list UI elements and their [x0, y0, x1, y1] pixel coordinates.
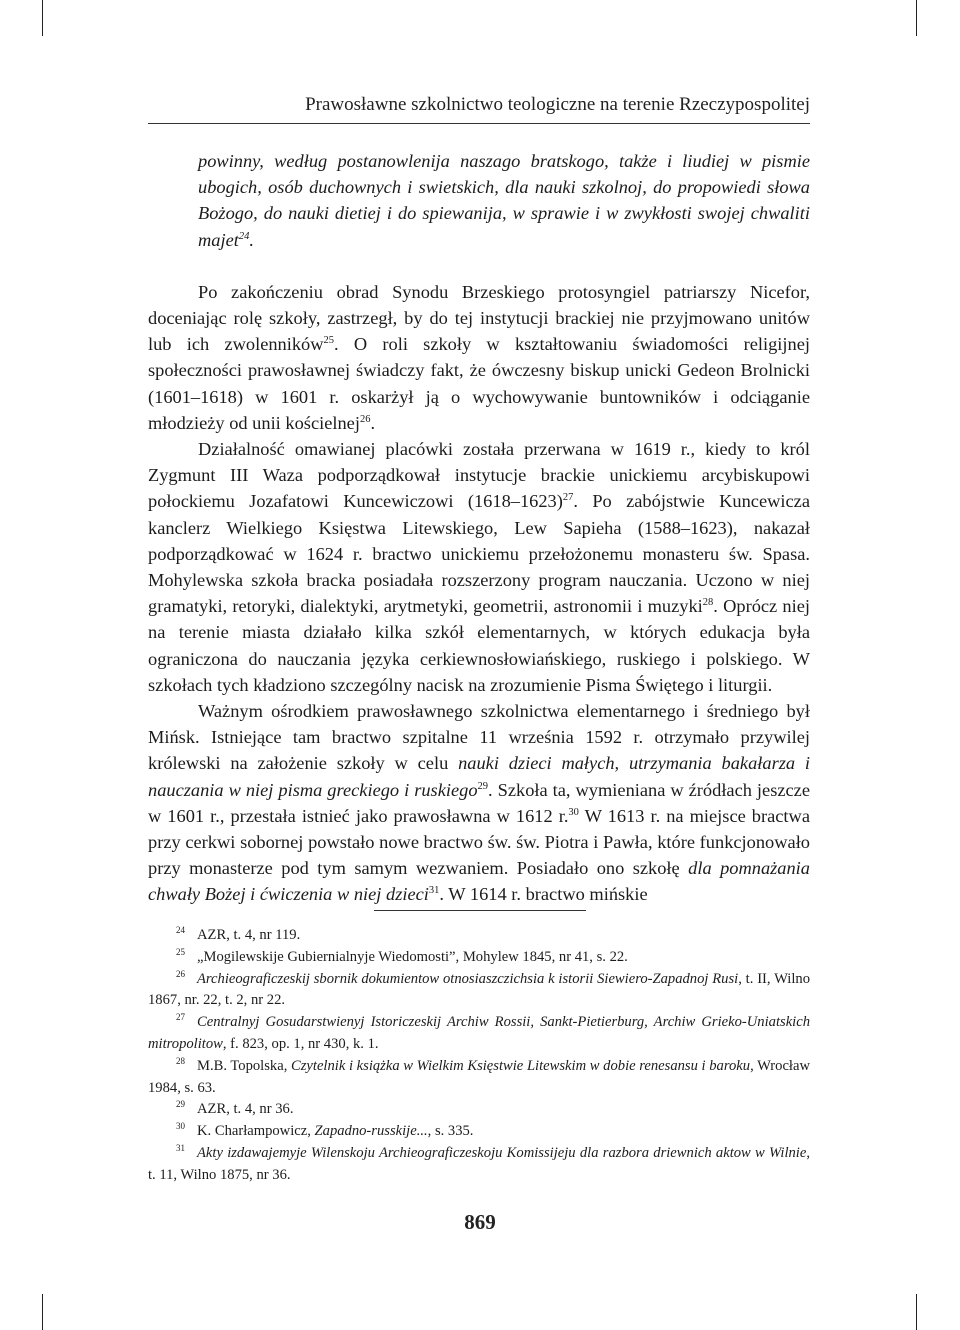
paragraph-2 — [148, 436, 810, 698]
footnote-31 — [148, 1143, 810, 1187]
paragraph-1 — [148, 279, 810, 436]
block-quote — [148, 148, 810, 253]
footnote-text: AZR, t. 4, nr 119. — [197, 927, 301, 943]
text-run: . W 1614 r. bractwo mińskie — [439, 884, 648, 905]
crop-mark-top-left — [42, 0, 43, 36]
footnote-text: , Wrocław 1984, s. 63. — [148, 1057, 810, 1096]
footnote-title: Centralnyj Gosudarstwienyj Istoriczeskij Archiw Rossii, Sankt-Pietierburg, Archiw Grieko-Uniatskich mitropolitow — [148, 1014, 810, 1052]
footnotes — [148, 925, 810, 1187]
footnote-ref[interactable]: 24 — [238, 230, 250, 242]
footnote-text: , s. 335. — [427, 1123, 474, 1140]
footnote-text: „Mogilewskije Gubiernialnyje Wiedomosti”, Mohylew 1845, nr 41, s. 22. — [197, 948, 628, 965]
italic-quote: nauki dzieci małych, utrzymania bakałarza i nauczania w niej pisma greckiego i ruskiego — [148, 753, 810, 800]
footnote-separator — [374, 910, 586, 911]
italic-quote: dla pomnażania chwały Bożej i ćwiczenia w niej dzieci — [148, 858, 810, 905]
footnote-ref[interactable]: 30 — [568, 806, 579, 818]
footnote-ref[interactable]: 29 — [477, 780, 489, 792]
text-run: . — [370, 412, 376, 433]
footnote-number: 25 — [176, 946, 185, 957]
footnote-number: 30 — [176, 1121, 185, 1132]
footnote-ref[interactable]: 31 — [428, 885, 440, 897]
footnote-ref[interactable]: 26 — [359, 413, 371, 425]
footnote-author: M.B. Topolska, — [197, 1057, 291, 1074]
footnote-number: 31 — [176, 1142, 185, 1153]
crop-mark-bottom-right — [916, 1294, 917, 1330]
footnote-27 — [148, 1012, 810, 1056]
crop-mark-top-right — [916, 0, 917, 36]
running-header: Prawosławne szkolnictwo teologiczne na terenie Rzeczypospolitej — [148, 94, 810, 124]
text-run: . Szkoła ta, wymieniana w źródłach jeszcze w 1601 r., przestała istnieć jako prawosławna w 1612 r. — [148, 779, 811, 826]
footnote-ref[interactable]: 27 — [562, 492, 574, 504]
main-text — [148, 148, 810, 908]
footnote-24 — [148, 925, 810, 947]
footnote-title: Akty izdawajemyje Wilenskoju Archieograficzeskoju Komissijeju dla razbora driewnich aktow w Wilnie — [197, 1144, 807, 1161]
text-run: . O roli szkoły w kształtowaniu świadomości religijnej społeczności prawosławnej świadczy fakt, że ówczesny biskup unicki Gedeon Brolnicki (1601–1618) w 1601 r. oskarżył ją o wychowywanie buntowników i odciąganie młodzieży od unii kościelnej — [148, 334, 810, 433]
footnote-28 — [148, 1056, 810, 1100]
crop-mark-bottom-left — [42, 1294, 43, 1330]
footnote-number: 28 — [176, 1055, 185, 1066]
footnote-number: 29 — [176, 1099, 185, 1110]
paragraph-3 — [148, 698, 810, 908]
footnote-30 — [148, 1121, 810, 1143]
footnote-title: Czytelnik i książka w Wielkim Księstwie Litewskim w dobie renesansu i baroku — [291, 1057, 751, 1074]
footnote-text: , f. 823, op. 1, nr 430, k. 1. — [222, 1035, 379, 1052]
quote-tail: . — [249, 229, 254, 250]
footnote-26 — [148, 969, 810, 1013]
text-run: Po zakończeniu obrad Synodu Brzeskiego protosyngiel patriarszy Nicefor, doceniając rolę szkoły, zastrzegł, by do tej instytucji brackiej nie przyjmowano unitów lub ich zwolenników — [148, 281, 810, 355]
footnote-ref[interactable]: 28 — [702, 597, 714, 609]
footnote-text: , t. II, Wilno 1867, nr. 22, t. 2, nr 22. — [148, 970, 811, 1009]
text-run: Działalność omawianej placówki została przerwana w 1619 r., kiedy to król Zygmunt III Waza podporządkował instytucje brackie unickiemu arcybiskupowi połockiemu Jozafatowi Kuncewiczowi (1618–1623) — [148, 439, 810, 512]
footnote-ref[interactable]: 25 — [323, 335, 335, 347]
footnote-29 — [148, 1099, 810, 1121]
text-run: Ważnym ośrodkiem prawosławnego szkolnictwa elementarnego i średniego był Mińsk. Istniejące tam bractwo szpitalne 11 września 1592 r. otrzymało przywilej królewski na założenie szkoły w celu — [148, 701, 810, 774]
footnote-text: , t. 11, Wilno 1875, nr 36. — [148, 1144, 810, 1183]
text-run: W 1613 r. na miejsce bractwa przy cerkwi sobornej powstało nowe bractwo św. św. Piotra i Pawła, które funkcjonowało przy monasterze pod tym samym wezwaniem. Posiadało ono szkołę — [148, 805, 810, 879]
footnote-title: Zapadno-russkije... — [314, 1123, 428, 1140]
page-number: 869 — [464, 1210, 496, 1234]
footnote-title: Archieograficzeskij sbornik dokumientow otnosiaszczichsia k istorii Siewiero-Zapadnoj Rusi — [197, 970, 739, 987]
text-run: . Oprócz niej na terenie miasta działało kilka szkół elementarnych, w których edukacja była ograniczona do nauczania języka cerkiewnosłowiańskiego, ruskiego i polskiego. W szkołach tych kładziono szczególny nacisk na zrozumienie Pisma Świętego i liturgii. — [148, 596, 810, 695]
text-run: . Po zabójstwie Kuncewicza kanclerz Wielkiego Księstwa Litewskiego, Lew Sapieha (1588–1623), nakazał podporządkować w 1624 r. bractwo unickiemu przełożonemu monasteru św. Spasa. Mohylewska szkoła bracka posiadała rozszerzony program nauczania. Uczono w niej gramatyki, retoryki, dialektyki, arytmetyki, geometrii, astronomii i muzyki — [148, 491, 810, 617]
quote-text: powinny, według postanowlenija naszago bratskogo, także i liudiej w pismie ubogich, osób duchownych i swietskich, dla nauki szkolnoj, do propowiedi słowa Bożogo, do nauki dietiej i do spiewanija, w sprawie i w zwykłosti swojej chwaliti majet — [198, 151, 810, 250]
footnote-number: 26 — [176, 968, 185, 979]
footnote-text: AZR, t. 4, nr 36. — [197, 1101, 294, 1118]
footnote-author: K. Charłampowicz, — [197, 1123, 315, 1140]
footnote-25 — [148, 947, 810, 969]
footnote-number: 27 — [176, 1012, 185, 1023]
footnote-number: 24 — [176, 925, 185, 935]
